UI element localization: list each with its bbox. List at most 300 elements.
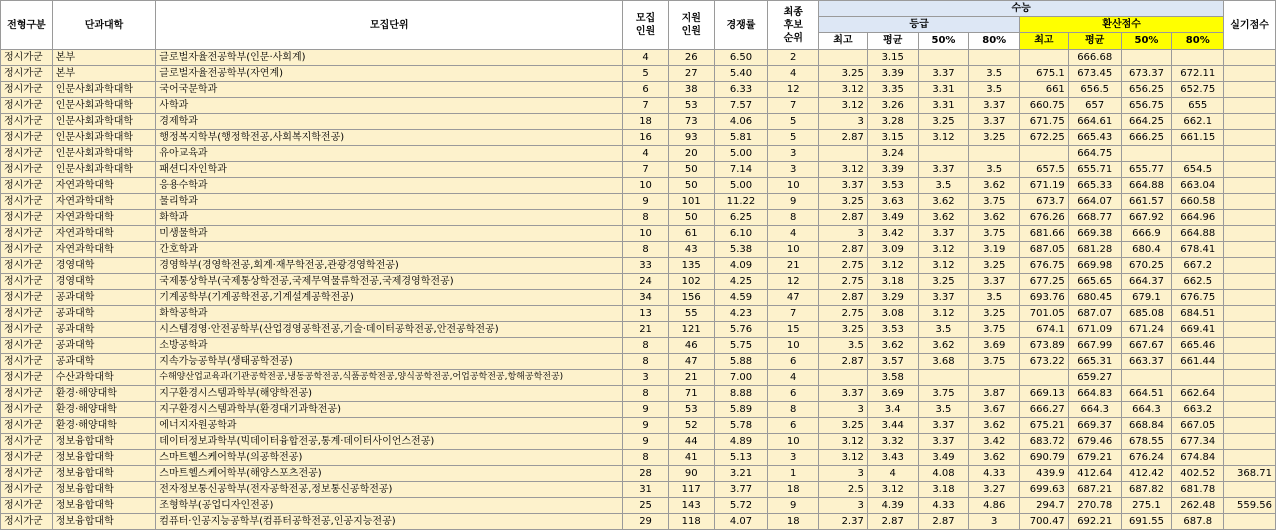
table-cell: 47 [768,290,819,306]
table-cell: 4.89 [714,434,768,450]
table-cell: 3.42 [867,226,918,242]
table-cell [1224,210,1276,226]
table-cell [1224,370,1276,386]
table-cell: 정시가군 [1,274,53,290]
table-cell: 정시가군 [1,402,53,418]
header-conv-avg: 평균 [1068,33,1121,50]
header-type: 전형구분 [1,1,53,50]
table-cell: 673.89 [1020,338,1069,354]
table-cell: 정시가군 [1,418,53,434]
table-cell: 정시가군 [1,130,53,146]
table-cell: 정시가군 [1,322,53,338]
table-cell: 671.09 [1068,322,1121,338]
table-cell: 368.71 [1224,466,1276,482]
table-cell [819,146,868,162]
table-cell: 2.87 [819,210,868,226]
table-cell: 3.12 [867,482,918,498]
table-cell [1224,66,1276,82]
table-cell: 3 [768,450,819,466]
table-cell: 660.75 [1020,98,1069,114]
table-cell: 669.38 [1068,226,1121,242]
table-cell: 3 [819,402,868,418]
table-cell: 669.13 [1020,386,1069,402]
table-cell: 자연과학대학 [52,226,156,242]
table-cell: 6 [768,418,819,434]
table-cell: 유아교육과 [156,146,623,162]
table-cell: 18 [623,114,669,130]
table-cell: 3.5 [969,290,1020,306]
table-cell: 674.1 [1020,322,1069,338]
table-row [1,386,1276,402]
table-cell: 6.10 [714,226,768,242]
table-cell: 4 [768,226,819,242]
table-cell: 정시가군 [1,514,53,530]
table-cell: 5.76 [714,322,768,338]
table-cell: 3.75 [969,354,1020,370]
table-cell: 665.43 [1068,130,1121,146]
table-cell [1224,178,1276,194]
table-cell: 680.45 [1068,290,1121,306]
header-conv-max: 최고 [1020,33,1069,50]
table-cell: 2.37 [819,514,868,530]
table-cell: 681.78 [1172,482,1224,498]
table-cell: 667.05 [1172,418,1224,434]
table-cell: 53 [668,98,714,114]
header-converted: 환산점수 [1020,17,1224,33]
table-cell: 국어국문학과 [156,82,623,98]
table-cell: 5.40 [714,66,768,82]
table-cell: 700.47 [1020,514,1069,530]
table-cell: 3.37 [969,274,1020,290]
table-cell: 환경·해양대학 [52,402,156,418]
table-cell: 667.67 [1121,338,1172,354]
table-cell: 시스템경영·안전공학부(산업경영공학전공,기술·데이터공학전공,안전공학전공) [156,322,623,338]
table-row [1,290,1276,306]
table-row [1,482,1276,498]
table-cell: 행정복지학부(행정학전공,사회복지학전공) [156,130,623,146]
table-cell [918,50,969,66]
table-cell: 5.78 [714,418,768,434]
table-cell: 4.59 [714,290,768,306]
table-cell: 670.25 [1121,258,1172,274]
table-cell: 정시가군 [1,354,53,370]
table-cell: 4.25 [714,274,768,290]
table-cell: 3.5 [918,322,969,338]
table-cell: 664.83 [1068,386,1121,402]
table-cell: 664.07 [1068,194,1121,210]
table-cell: 기계공학부(기계공학전공,기계설계공학전공) [156,290,623,306]
table-cell: 101 [668,194,714,210]
table-cell: 3.29 [867,290,918,306]
table-cell: 에너지자원공학과 [156,418,623,434]
table-cell: 664.96 [1172,210,1224,226]
table-cell: 31 [623,482,669,498]
table-cell: 3.75 [918,386,969,402]
table-cell: 4 [623,50,669,66]
table-cell: 10 [623,178,669,194]
table-cell: 33 [623,258,669,274]
table-cell: 662.1 [1172,114,1224,130]
table-cell: 7.57 [714,98,768,114]
table-cell: 정시가군 [1,242,53,258]
table-cell: 환경·해양대학 [52,418,156,434]
table-cell: 3.25 [819,194,868,210]
table-cell: 7.14 [714,162,768,178]
table-cell: 2 [768,50,819,66]
table-cell: 3.37 [969,114,1020,130]
table-cell: 3.62 [918,194,969,210]
table-cell: 인문사회과학대학 [52,146,156,162]
table-cell: 20 [668,146,714,162]
table-cell: 5.00 [714,146,768,162]
table-cell: 9 [768,194,819,210]
table-cell: 4.39 [867,498,918,514]
table-cell: 5.81 [714,130,768,146]
table-cell [969,146,1020,162]
table-cell: 국제통상학부(국제통상학전공,국제무역물류학전공,국제경영학전공) [156,274,623,290]
table-cell: 6 [768,354,819,370]
table-cell [1020,50,1069,66]
table-cell: 공과대학 [52,306,156,322]
table-cell: 환경·해양대학 [52,386,156,402]
table-cell [1224,162,1276,178]
table-cell: 46 [668,338,714,354]
table-cell: 3.18 [918,482,969,498]
table-cell: 656.25 [1121,82,1172,98]
table-cell: 3.37 [819,178,868,194]
table-cell: 29 [623,514,669,530]
table-cell: 674.84 [1172,450,1224,466]
table-cell: 3.67 [969,402,1020,418]
table-cell: 3.62 [969,178,1020,194]
table-cell: 50 [668,210,714,226]
table-cell: 정시가군 [1,482,53,498]
table-cell: 691.55 [1121,514,1172,530]
table-cell: 652.75 [1172,82,1224,98]
table-cell: 55 [668,306,714,322]
table-cell: 정시가군 [1,114,53,130]
table-cell: 118 [668,514,714,530]
table-cell: 3.37 [918,290,969,306]
table-cell: 3.62 [969,450,1020,466]
table-cell: 3.25 [819,66,868,82]
header-grade-80: 80% [969,33,1020,50]
table-cell: 3.69 [969,338,1020,354]
table-cell: 정보융합대학 [52,434,156,450]
table-cell: 3.49 [867,210,918,226]
header-applicants: 지원 인원 [668,1,714,50]
table-cell: 3 [819,498,868,514]
table-cell: 3.19 [969,242,1020,258]
table-cell: 675.21 [1020,418,1069,434]
table-cell [1224,306,1276,322]
table-cell: 662.64 [1172,386,1224,402]
table-cell: 9 [623,418,669,434]
table-row [1,162,1276,178]
table-cell: 3.58 [867,370,918,386]
table-cell: 9 [623,402,669,418]
table-cell [1224,338,1276,354]
table-cell: 경제학과 [156,114,623,130]
table-cell: 전자정보통신공학부(전자공학전공,정보통신공학전공) [156,482,623,498]
table-row [1,402,1276,418]
table-cell: 정시가군 [1,98,53,114]
table-cell: 667.92 [1121,210,1172,226]
table-cell: 663.04 [1172,178,1224,194]
table-cell: 402.52 [1172,466,1224,482]
table-cell: 53 [668,402,714,418]
table-cell: 669.37 [1068,418,1121,434]
table-cell: 73 [668,114,714,130]
table-row [1,354,1276,370]
table-cell: 정시가군 [1,82,53,98]
table-cell: 669.98 [1068,258,1121,274]
table-cell: 3.37 [918,162,969,178]
table-row [1,338,1276,354]
table-cell: 24 [623,274,669,290]
table-cell: 인문사회과학대학 [52,82,156,98]
table-cell: 661 [1020,82,1069,98]
table-cell: 4.86 [969,498,1020,514]
table-cell: 3.63 [867,194,918,210]
table-cell: 672.11 [1172,66,1224,82]
table-row [1,322,1276,338]
table-cell: 3.12 [819,98,868,114]
table-cell: 6 [768,386,819,402]
table-cell: 5.13 [714,450,768,466]
table-cell: 663.2 [1172,402,1224,418]
table-row [1,50,1276,66]
table-cell: 5.88 [714,354,768,370]
table-cell: 정시가군 [1,146,53,162]
table-cell: 지구환경시스템과학부(해양학전공) [156,386,623,402]
table-cell: 6 [623,82,669,98]
table-cell: 3.5 [969,82,1020,98]
table-cell: 정보융합대학 [52,514,156,530]
table-cell: 3.31 [918,82,969,98]
table-cell: 8 [623,354,669,370]
table-cell: 3.12 [918,306,969,322]
table-cell: 3.24 [867,146,918,162]
table-cell: 정시가군 [1,290,53,306]
table-cell [1172,146,1224,162]
table-cell: 공과대학 [52,322,156,338]
table-cell: 8 [623,210,669,226]
table-cell: 21 [623,322,669,338]
table-cell: 3.5 [918,402,969,418]
table-cell: 5 [623,66,669,82]
table-cell: 27 [668,66,714,82]
table-cell: 공과대학 [52,290,156,306]
table-cell: 컴퓨터·인공지능공학부(컴퓨터공학전공,인공지능전공) [156,514,623,530]
table-cell: 8 [623,386,669,402]
table-cell: 자연과학대학 [52,210,156,226]
table-cell: 3.25 [969,258,1020,274]
table-row [1,466,1276,482]
table-cell: 8 [623,450,669,466]
table-cell [1224,434,1276,450]
table-cell: 679.46 [1068,434,1121,450]
table-cell: 3.32 [867,434,918,450]
table-cell: 665.33 [1068,178,1121,194]
table-cell: 673.37 [1121,66,1172,82]
table-cell: 4.23 [714,306,768,322]
table-cell: 3.09 [867,242,918,258]
table-row [1,178,1276,194]
table-row [1,434,1276,450]
table-row [1,98,1276,114]
table-body [1,50,1276,530]
table-cell: 18 [768,482,819,498]
table-cell [1224,450,1276,466]
table-cell: 4 [768,66,819,82]
table-cell: 664.61 [1068,114,1121,130]
table-cell: 665.65 [1068,274,1121,290]
table-cell: 글로벌자율전공학부(인문·사회계) [156,50,623,66]
table-cell: 2.87 [819,290,868,306]
table-cell: 데이터정보과학부(빅데이터융합전공,통계·데이터사이언스전공) [156,434,623,450]
table-row [1,418,1276,434]
table-cell: 3 [969,514,1020,530]
table-cell: 자연과학대학 [52,194,156,210]
header-grade-avg: 평균 [867,33,918,50]
table-cell: 93 [668,130,714,146]
table-cell: 정시가군 [1,258,53,274]
table-cell [1224,82,1276,98]
header-suneung: 수능 [819,1,1224,17]
table-cell: 3.62 [969,418,1020,434]
table-cell: 5.00 [714,178,768,194]
table-cell: 3.42 [969,434,1020,450]
table-cell: 2.87 [819,130,868,146]
table-cell: 3.27 [969,482,1020,498]
table-cell: 664.3 [1068,402,1121,418]
table-cell: 정시가군 [1,338,53,354]
table-cell: 676.75 [1020,258,1069,274]
table-cell: 680.4 [1121,242,1172,258]
table-cell: 660.58 [1172,194,1224,210]
table-cell [969,370,1020,386]
table-cell: 화학과 [156,210,623,226]
table-cell: 3.25 [969,306,1020,322]
table-cell: 10 [623,226,669,242]
table-row [1,450,1276,466]
table-row [1,146,1276,162]
table-cell: 7 [623,98,669,114]
table-cell: 정보융합대학 [52,482,156,498]
table-cell: 28 [623,466,669,482]
table-cell: 3.53 [867,178,918,194]
table-cell: 439.9 [1020,466,1069,482]
table-cell: 8 [768,402,819,418]
table-cell: 정시가군 [1,450,53,466]
header-grade-max: 최고 [819,33,868,50]
table-cell: 정보융합대학 [52,466,156,482]
table-cell: 3.15 [867,50,918,66]
table-cell: 12 [768,274,819,290]
table-cell: 3.53 [867,322,918,338]
table-cell: 3.44 [867,418,918,434]
table-cell [1121,50,1172,66]
table-cell: 676.75 [1172,290,1224,306]
table-cell: 정시가군 [1,386,53,402]
table-cell: 667.99 [1068,338,1121,354]
table-cell [819,50,868,66]
table-cell: 666.9 [1121,226,1172,242]
table-cell: 3.49 [918,450,969,466]
table-cell: 3.5 [969,162,1020,178]
table-cell [1224,146,1276,162]
table-cell: 5.72 [714,498,768,514]
table-cell: 3 [819,114,868,130]
table-cell: 671.19 [1020,178,1069,194]
table-cell: 3.25 [819,418,868,434]
table-cell: 4.07 [714,514,768,530]
table-cell: 26 [668,50,714,66]
table-row [1,82,1276,98]
table-cell [1121,146,1172,162]
table-cell [1224,226,1276,242]
table-cell: 664.25 [1121,114,1172,130]
table-cell [969,50,1020,66]
table-cell: 673.45 [1068,66,1121,82]
table-cell: 3.37 [918,66,969,82]
table-cell: 693.76 [1020,290,1069,306]
table-cell: 조형학부(공업디자인전공) [156,498,623,514]
table-cell: 본부 [52,50,156,66]
table-cell: 685.08 [1121,306,1172,322]
table-cell: 156 [668,290,714,306]
table-row [1,114,1276,130]
table-cell [1224,50,1276,66]
table-cell: 34 [623,290,669,306]
table-cell: 690.79 [1020,450,1069,466]
table-cell: 8 [623,242,669,258]
table-cell: 응용수학과 [156,178,623,194]
table-cell: 3.12 [819,82,868,98]
table-cell: 정시가군 [1,434,53,450]
table-cell: 2.75 [819,258,868,274]
table-cell: 663.37 [1121,354,1172,370]
table-cell: 664.51 [1121,386,1172,402]
table-cell: 3.18 [867,274,918,290]
table-cell: 3.57 [867,354,918,370]
table-cell [1020,370,1069,386]
table-cell: 3.39 [867,162,918,178]
header-conv-50: 50% [1121,33,1172,50]
table-cell: 3.75 [969,194,1020,210]
table-cell: 3.08 [867,306,918,322]
table-cell: 수해양산업교육과(기관공학전공,냉동공학전공,식품공학전공,양식공학전공,어업공학전공,항해공학전공) [156,370,623,386]
table-cell [1224,418,1276,434]
table-cell: 6.25 [714,210,768,226]
table-cell: 672.25 [1020,130,1069,146]
table-cell: 18 [768,514,819,530]
table-cell [1224,322,1276,338]
table-cell: 4 [867,466,918,482]
table-cell: 3.37 [918,434,969,450]
table-cell: 664.37 [1121,274,1172,290]
table-cell: 676.26 [1020,210,1069,226]
table-cell: 3.77 [714,482,768,498]
table-cell: 3.75 [969,226,1020,242]
table-cell [918,146,969,162]
table-cell: 678.41 [1172,242,1224,258]
table-cell [1224,354,1276,370]
table-cell: 71 [668,386,714,402]
table-cell: 21 [668,370,714,386]
table-cell: 47 [668,354,714,370]
